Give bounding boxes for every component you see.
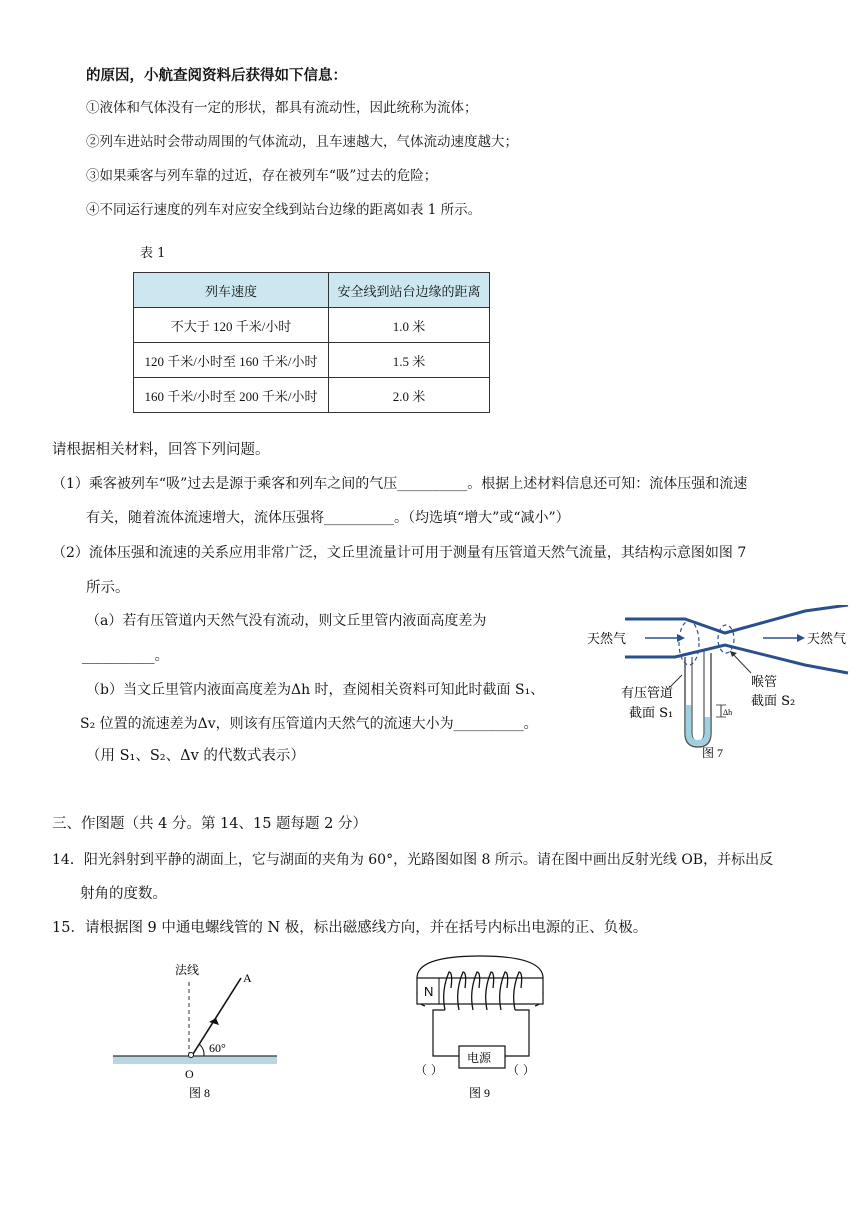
reflection-diagram: [105, 960, 285, 1105]
incidence-point: [189, 1053, 194, 1058]
bracket-right: （ ）: [507, 1063, 535, 1077]
arrow-head-icon: [730, 651, 737, 657]
info-item-1: ①液体和气体没有一定的形状，都具有流动性，因此统称为流体；: [86, 100, 478, 116]
angle-label: 60°: [209, 1041, 226, 1055]
table-cell: 2.0 米: [329, 378, 490, 413]
q15-text: 15．请根据图 9 中通电螺线管的 N 极，标出磁感线方向，并在括号内标出电源的正、负极。: [52, 920, 648, 936]
table-header-distance: 安全线到站台边缘的距离: [329, 273, 490, 308]
pipe-lower-wall: [625, 645, 848, 673]
fig8-caption: 图 8: [189, 1086, 211, 1100]
bracket-left: （ ）: [415, 1063, 443, 1077]
questions-prompt: 请根据相关材料，回答下列问题。: [52, 442, 270, 458]
qa-line1: （a）若有压管道内天然气没有流动，则文丘里管内液面高度差为: [86, 613, 487, 629]
info-item-4: ④不同运行速度的列车对应安全线到站台边缘的距离如表 1 所示。: [86, 202, 482, 218]
table-cell: 不大于 120 千米/小时: [134, 308, 329, 343]
gas-left-label: 天然气: [587, 632, 627, 647]
q2-line2: 所示。: [86, 580, 130, 596]
speed-distance-table: [133, 272, 490, 413]
throat-label: 喉管: [751, 675, 778, 690]
section3-title: 三、作图题（共 4 分。第 14、15 题每题 2 分）: [52, 816, 368, 832]
info-item-3: ③如果乘客与列车靠的过近，存在被列车“吸”过去的危险；: [86, 168, 438, 184]
wire-right: [505, 1010, 529, 1056]
section-s2-outline: [718, 625, 734, 653]
section-s1-outline: [679, 621, 699, 665]
field-line-top: [417, 956, 543, 978]
liquid-right: [705, 717, 711, 735]
q1-line2: 有关，随着流体流速增大，流体压强将__________。（均选填“增大”或“减小”）: [86, 510, 570, 526]
q1-line1: （1）乘客被列车“吸”过去是源于乘客和列车之间的气压__________。根据上述材料信息还可知：流体压强和流速: [52, 476, 748, 492]
q2-line1: （2）流体压强和流速的关系应用非常广泛，文丘里流量计可用于测量有压管道天然气流量，其结构示意图如图 7: [52, 545, 747, 561]
normal-label: 法线: [175, 963, 200, 977]
qb-line2: S₂ 位置的流速差为Δv，则该有压管道内天然气的流速大小为__________。: [80, 716, 538, 732]
table-header-speed: 列车速度: [134, 273, 329, 308]
table-row: [134, 378, 490, 413]
venturi-diagram: [585, 605, 855, 765]
throat-section-label: 截面 S₂: [751, 694, 796, 709]
qb-line3: （用 S₁、S₂、Δv 的代数式表示）: [86, 748, 305, 764]
power-source-label: 电源: [467, 1051, 492, 1065]
fig9-caption: 图 9: [469, 1086, 491, 1100]
liquid-left: [686, 705, 692, 735]
ray-arrow-icon: [209, 1018, 219, 1025]
q14-line1: 14．阳光斜射到平静的湖面上，它与湖面的夹角为 60°，光路图如图 8 所示。请在图中画出反射光线 OB，并标出反: [52, 852, 774, 868]
north-pole-label: N: [424, 984, 434, 999]
fig7-caption: 图 7: [702, 746, 724, 760]
table-cell: 1.0 米: [329, 308, 490, 343]
dh-label: Δh: [723, 708, 733, 717]
arrow-head-icon: [677, 634, 685, 642]
intro-line: 的原因，小航查阅资料后获得如下信息：: [86, 67, 347, 84]
solenoid-diagram: [395, 948, 570, 1105]
table-row: [134, 343, 490, 378]
pipe-section-label: 截面 S₁: [629, 706, 674, 721]
pipe-label: 有压管道: [621, 686, 674, 701]
info-item-2: ②列车进站时会带动周围的气体流动，且车速越大，气体流动速度越大；: [86, 134, 518, 150]
table-cell: 1.5 米: [329, 343, 490, 378]
ray-a-label: A: [243, 971, 252, 985]
gas-right-label: 天然气: [807, 632, 847, 647]
arrow-head-icon: [797, 634, 805, 642]
qb-line1: （b）当文丘里管内液面高度差为Δh 时，查阅相关资料可知此时截面 S₁、: [86, 682, 545, 698]
table-cell: 160 千米/小时至 200 千米/小时: [134, 378, 329, 413]
table-row: [134, 308, 490, 343]
wire-left: [433, 1010, 459, 1056]
u-tube-inner: [692, 651, 704, 741]
angle-arc: [199, 1044, 204, 1056]
table-caption: 表 1: [140, 246, 166, 261]
origin-label: O: [185, 1067, 194, 1081]
qa-line2: __________。: [82, 648, 169, 664]
lake-surface: [113, 1056, 277, 1064]
table-cell: 120 千米/小时至 160 千米/小时: [134, 343, 329, 378]
pipe-upper-wall: [625, 605, 848, 633]
q14-line2: 射角的度数。: [80, 886, 167, 902]
